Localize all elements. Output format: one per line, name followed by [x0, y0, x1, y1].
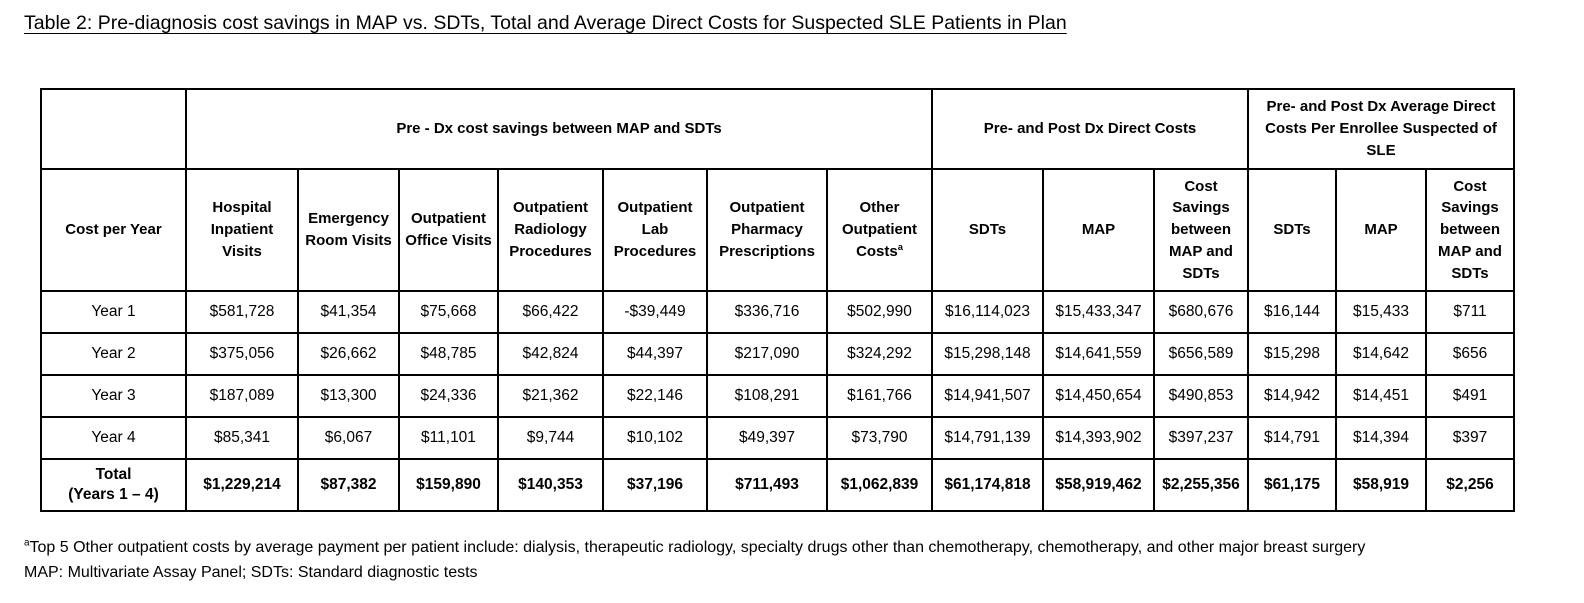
total-cell: $1,229,214	[186, 459, 298, 511]
data-cell: $397	[1426, 417, 1514, 459]
data-cell: $15,433	[1336, 291, 1426, 333]
data-cell: $41,354	[298, 291, 399, 333]
col-header-map-direct: MAP	[1043, 169, 1154, 291]
data-cell: $656	[1426, 333, 1514, 375]
table-row-year-2	[41, 333, 1514, 375]
footnote-a-text: Top 5 Other outpatient costs by average payment per patient include: dialysis, therapeutic radiology, specialty drugs other than chemotherapy, chemotherapy, and other major breast surgery	[29, 539, 1366, 556]
col-header-outpatient-office-visits: Outpatient Office Visits	[399, 169, 498, 291]
data-cell: $324,292	[827, 333, 932, 375]
data-cell: $16,144	[1248, 291, 1336, 333]
col-header-other-outpatient-costs	[827, 169, 932, 291]
data-cell: $66,422	[498, 291, 603, 333]
data-cell: $16,114,023	[932, 291, 1043, 333]
col-header-sdts-direct: SDTs	[932, 169, 1043, 291]
table-row-year-1	[41, 291, 1514, 333]
empty-corner-cell	[41, 89, 186, 169]
data-cell: $14,791	[1248, 417, 1336, 459]
data-cell: $22,146	[603, 375, 707, 417]
data-cell: $14,393,902	[1043, 417, 1154, 459]
total-cell: $711,493	[707, 459, 827, 511]
col-header-outpatient-lab-procedures: Outpatient Lab Procedures	[603, 169, 707, 291]
data-cell: $11,101	[399, 417, 498, 459]
total-cell: $61,175	[1248, 459, 1336, 511]
data-cell: $44,397	[603, 333, 707, 375]
col-header-cost-savings-per-enrollee: Cost Savings between MAP and SDTs	[1426, 169, 1514, 291]
data-cell: $26,662	[298, 333, 399, 375]
col-header-emergency-room-visits: Emergency Room Visits	[298, 169, 399, 291]
data-cell: $9,744	[498, 417, 603, 459]
data-cell: $14,451	[1336, 375, 1426, 417]
data-cell: $14,450,654	[1043, 375, 1154, 417]
row-label: Year 1	[41, 291, 186, 333]
group-header-pre-post-avg-per-enrollee: Pre- and Post Dx Average Direct Costs Per Enrollee Suspected of SLE	[1248, 89, 1514, 169]
other-outpatient-costs-label: Other Outpatient Costs	[842, 199, 917, 260]
total-cell: $58,919,462	[1043, 459, 1154, 511]
footnote-abbreviations: MAP: Multivariate Assay Panel; SDTs: Standard diagnostic tests	[24, 563, 478, 581]
data-cell: $85,341	[186, 417, 298, 459]
data-cell: $6,067	[298, 417, 399, 459]
footnote-a	[24, 536, 1365, 561]
data-cell: $680,676	[1154, 291, 1248, 333]
col-header-hospital-inpatient-visits: Hospital Inpatient Visits	[186, 169, 298, 291]
data-cell: $502,990	[827, 291, 932, 333]
data-cell: $397,237	[1154, 417, 1248, 459]
col-header-outpatient-pharmacy-prescriptions: Outpatient Pharmacy Prescriptions	[707, 169, 827, 291]
data-cell: -$39,449	[603, 291, 707, 333]
total-cell: $58,919	[1336, 459, 1426, 511]
total-cell: $61,174,818	[932, 459, 1043, 511]
footnote-marker-a: a	[897, 241, 903, 252]
col-header-cost-savings-direct: Cost Savings between MAP and SDTs	[1154, 169, 1248, 291]
footnotes	[24, 536, 1365, 586]
footnote-a-marker: a	[24, 537, 30, 549]
total-cell: $2,255,356	[1154, 459, 1248, 511]
cost-table	[40, 88, 1515, 512]
data-cell: $15,433,347	[1043, 291, 1154, 333]
data-cell: $217,090	[707, 333, 827, 375]
data-cell: $42,824	[498, 333, 603, 375]
data-cell: $14,941,507	[932, 375, 1043, 417]
total-cell: $1,062,839	[827, 459, 932, 511]
total-cell: $37,196	[603, 459, 707, 511]
data-cell: $73,790	[827, 417, 932, 459]
total-row-label	[41, 459, 186, 511]
data-cell: $15,298	[1248, 333, 1336, 375]
group-header-pre-dx-savings: Pre - Dx cost savings between MAP and SDTs	[186, 89, 932, 169]
total-cell: $2,256	[1426, 459, 1514, 511]
total-label-line2: (Years 1 – 4)	[68, 486, 159, 503]
data-cell: $336,716	[707, 291, 827, 333]
table-row-year-4	[41, 417, 1514, 459]
total-cell: $140,353	[498, 459, 603, 511]
data-cell: $24,336	[399, 375, 498, 417]
data-cell: $14,641,559	[1043, 333, 1154, 375]
data-cell: $13,300	[298, 375, 399, 417]
data-cell: $108,291	[707, 375, 827, 417]
total-cell: $87,382	[298, 459, 399, 511]
data-cell: $161,766	[827, 375, 932, 417]
row-label: Year 2	[41, 333, 186, 375]
data-cell: $490,853	[1154, 375, 1248, 417]
data-cell: $656,589	[1154, 333, 1248, 375]
table-title: Table 2: Pre-diagnosis cost savings in MAP vs. SDTs, Total and Average Direct Costs for Suspected SLE Patients in Plan	[24, 12, 1067, 34]
data-cell: $14,942	[1248, 375, 1336, 417]
data-cell: $187,089	[186, 375, 298, 417]
col-header-sdts-per-enrollee: SDTs	[1248, 169, 1336, 291]
row-label: Year 3	[41, 375, 186, 417]
row-label: Year 4	[41, 417, 186, 459]
data-cell: $75,668	[399, 291, 498, 333]
data-cell: $711	[1426, 291, 1514, 333]
data-cell: $375,056	[186, 333, 298, 375]
column-header-row	[41, 169, 1514, 291]
data-cell: $21,362	[498, 375, 603, 417]
table-row-year-3	[41, 375, 1514, 417]
total-cell: $159,890	[399, 459, 498, 511]
table-row-total	[41, 459, 1514, 511]
data-cell: $15,298,148	[932, 333, 1043, 375]
total-label-line1: Total	[95, 465, 132, 483]
col-header-outpatient-radiology-procedures: Outpatient Radiology Procedures	[498, 169, 603, 291]
data-cell: $14,394	[1336, 417, 1426, 459]
col-header-map-per-enrollee: MAP	[1336, 169, 1426, 291]
data-cell: $48,785	[399, 333, 498, 375]
data-cell: $14,791,139	[932, 417, 1043, 459]
group-header-pre-post-direct-costs: Pre- and Post Dx Direct Costs	[932, 89, 1248, 169]
data-cell: $10,102	[603, 417, 707, 459]
data-cell: $49,397	[707, 417, 827, 459]
col-header-cost-per-year: Cost per Year	[41, 169, 186, 291]
data-cell: $581,728	[186, 291, 298, 333]
data-cell: $491	[1426, 375, 1514, 417]
group-header-row	[41, 89, 1514, 169]
data-cell: $14,642	[1336, 333, 1426, 375]
